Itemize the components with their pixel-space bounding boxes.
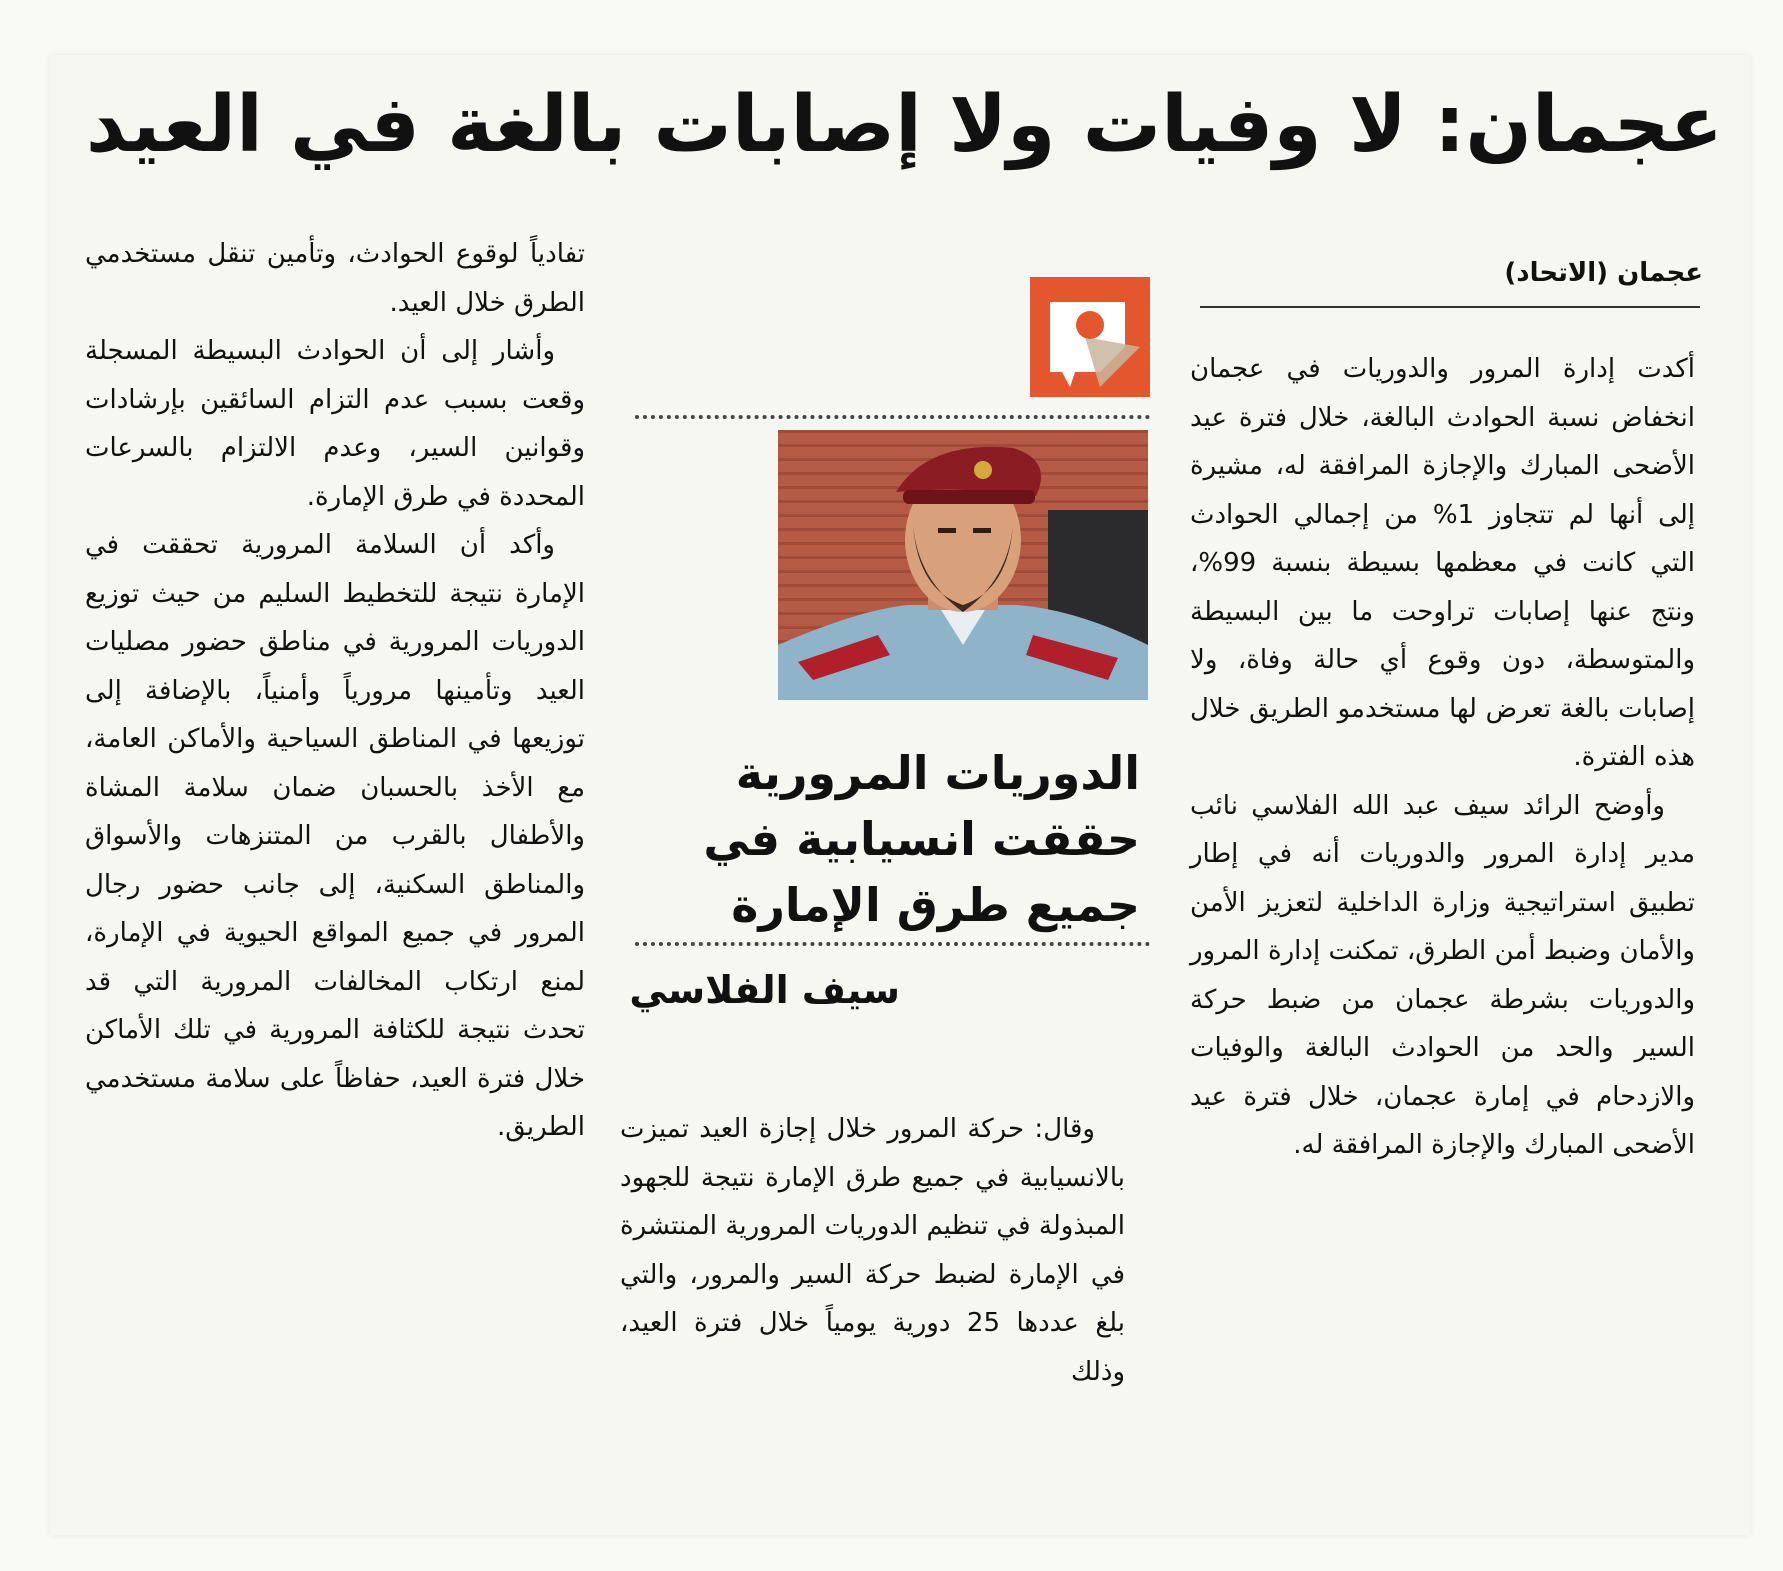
paragraph: وأوضح الرائد سيف عبد الله الفلاسي نائب مدير إدارة المرور والدوريات أنه في إطار تطبيق استراتيجية وزارة الداخلية لتعزيز الأمن والأمان وضبط أمن الطرق، تمكنت إدارة المرور والدوريات بشرطة عجمان من ضبط حركة السير والحد من الحوادث البالغة والوفيات والازدحام في إمارة عجمان، خلال فترة عيد الأضحى المبارك والإجازة المرافقة له. xyxy=(1190,790,1695,1160)
headline: عجمان: لا وفيات ولا إصابات بالغة في العيد xyxy=(85,80,1723,170)
dateline-rule xyxy=(1200,306,1700,308)
article-column-left xyxy=(85,230,585,1152)
paragraph: وقال: حركة المرور خلال إجازة العيد تميزت بالانسيابية في جميع طرق الإمارة نتيجة للجهود المبذولة في تنظيم الدوريات المرورية المنتشرة في الإمارة لضبط حركة السير والمرور، والتي بلغ عددها 25 دورية يومياً خلال فترة العيد، وذلك xyxy=(620,1114,1126,1387)
newspaper-logo-icon xyxy=(1030,277,1150,397)
divider-dotted xyxy=(635,942,1150,946)
paragraph: أكدت إدارة المرور والدوريات في عجمان انخفاض نسبة الحوادث البالغة، خلال فترة عيد الأضحى المبارك والإجازة المرافقة له، مشيرة إلى أنها لم تتجاوز 1% من إجمالي الحوادث التي كانت في معظمها بسيطة بنسبة 99%، ونتج عنها إصابات تراوحت ما بين البسيطة والمتوسطة، دون وقوع أي حالة وفاة، ولا إصابات بالغة تعرض لها مستخدمو الطريق خلال هذه الفترة. xyxy=(1190,354,1695,772)
pull-quote-attribution: سيف الفلاسي xyxy=(629,968,900,1012)
dateline: عجمان (الاتحاد) xyxy=(1504,258,1703,288)
paragraph: وأشار إلى أن الحوادث البسيطة المسجلة وقعت بسبب عدم التزام السائقين بإرشادات وقوانين السير، وعدم الالتزام بالسرعات المحددة في طرق الإمارة. xyxy=(85,336,585,512)
article-column-right xyxy=(1190,345,1695,1170)
paragraph: تفادياً لوقوع الحوادث، وتأمين تنقل مستخدمي الطرق خلال العيد. xyxy=(85,239,585,318)
paragraph: وأكد أن السلامة المرورية تحققت في الإمارة نتيجة للتخطيط السليم من حيث توزيع الدوريات المرورية في مناطق حضور مصليات العيد وتأمينها مرورياً وأمنياً، بالإضافة إلى توزيعها في المناطق السياحية والأماكن العامة، مع الأخذ بالحسبان ضمان سلامة المشاة والأطفال بالقرب من المتنزهات والأسواق والمناطق السكنية، إلى جانب حضور رجال المرور في جميع المواقع الحيوية في الإمارة، لمنع ارتكاب المخالفات المرورية التي قد تحدث نتيجة للكثافة المرورية في تلك الأماكن خلال فترة العيد، حفاظاً على سلامة مستخدمي الطريق. xyxy=(85,530,585,1142)
pull-quote: الدوريات المرورية حققت انسيابية في جميع طرق الإمارة xyxy=(703,746,1140,932)
article-column-middle xyxy=(620,1105,1125,1396)
portrait-photo xyxy=(778,430,1148,700)
divider-dotted xyxy=(635,415,1150,419)
